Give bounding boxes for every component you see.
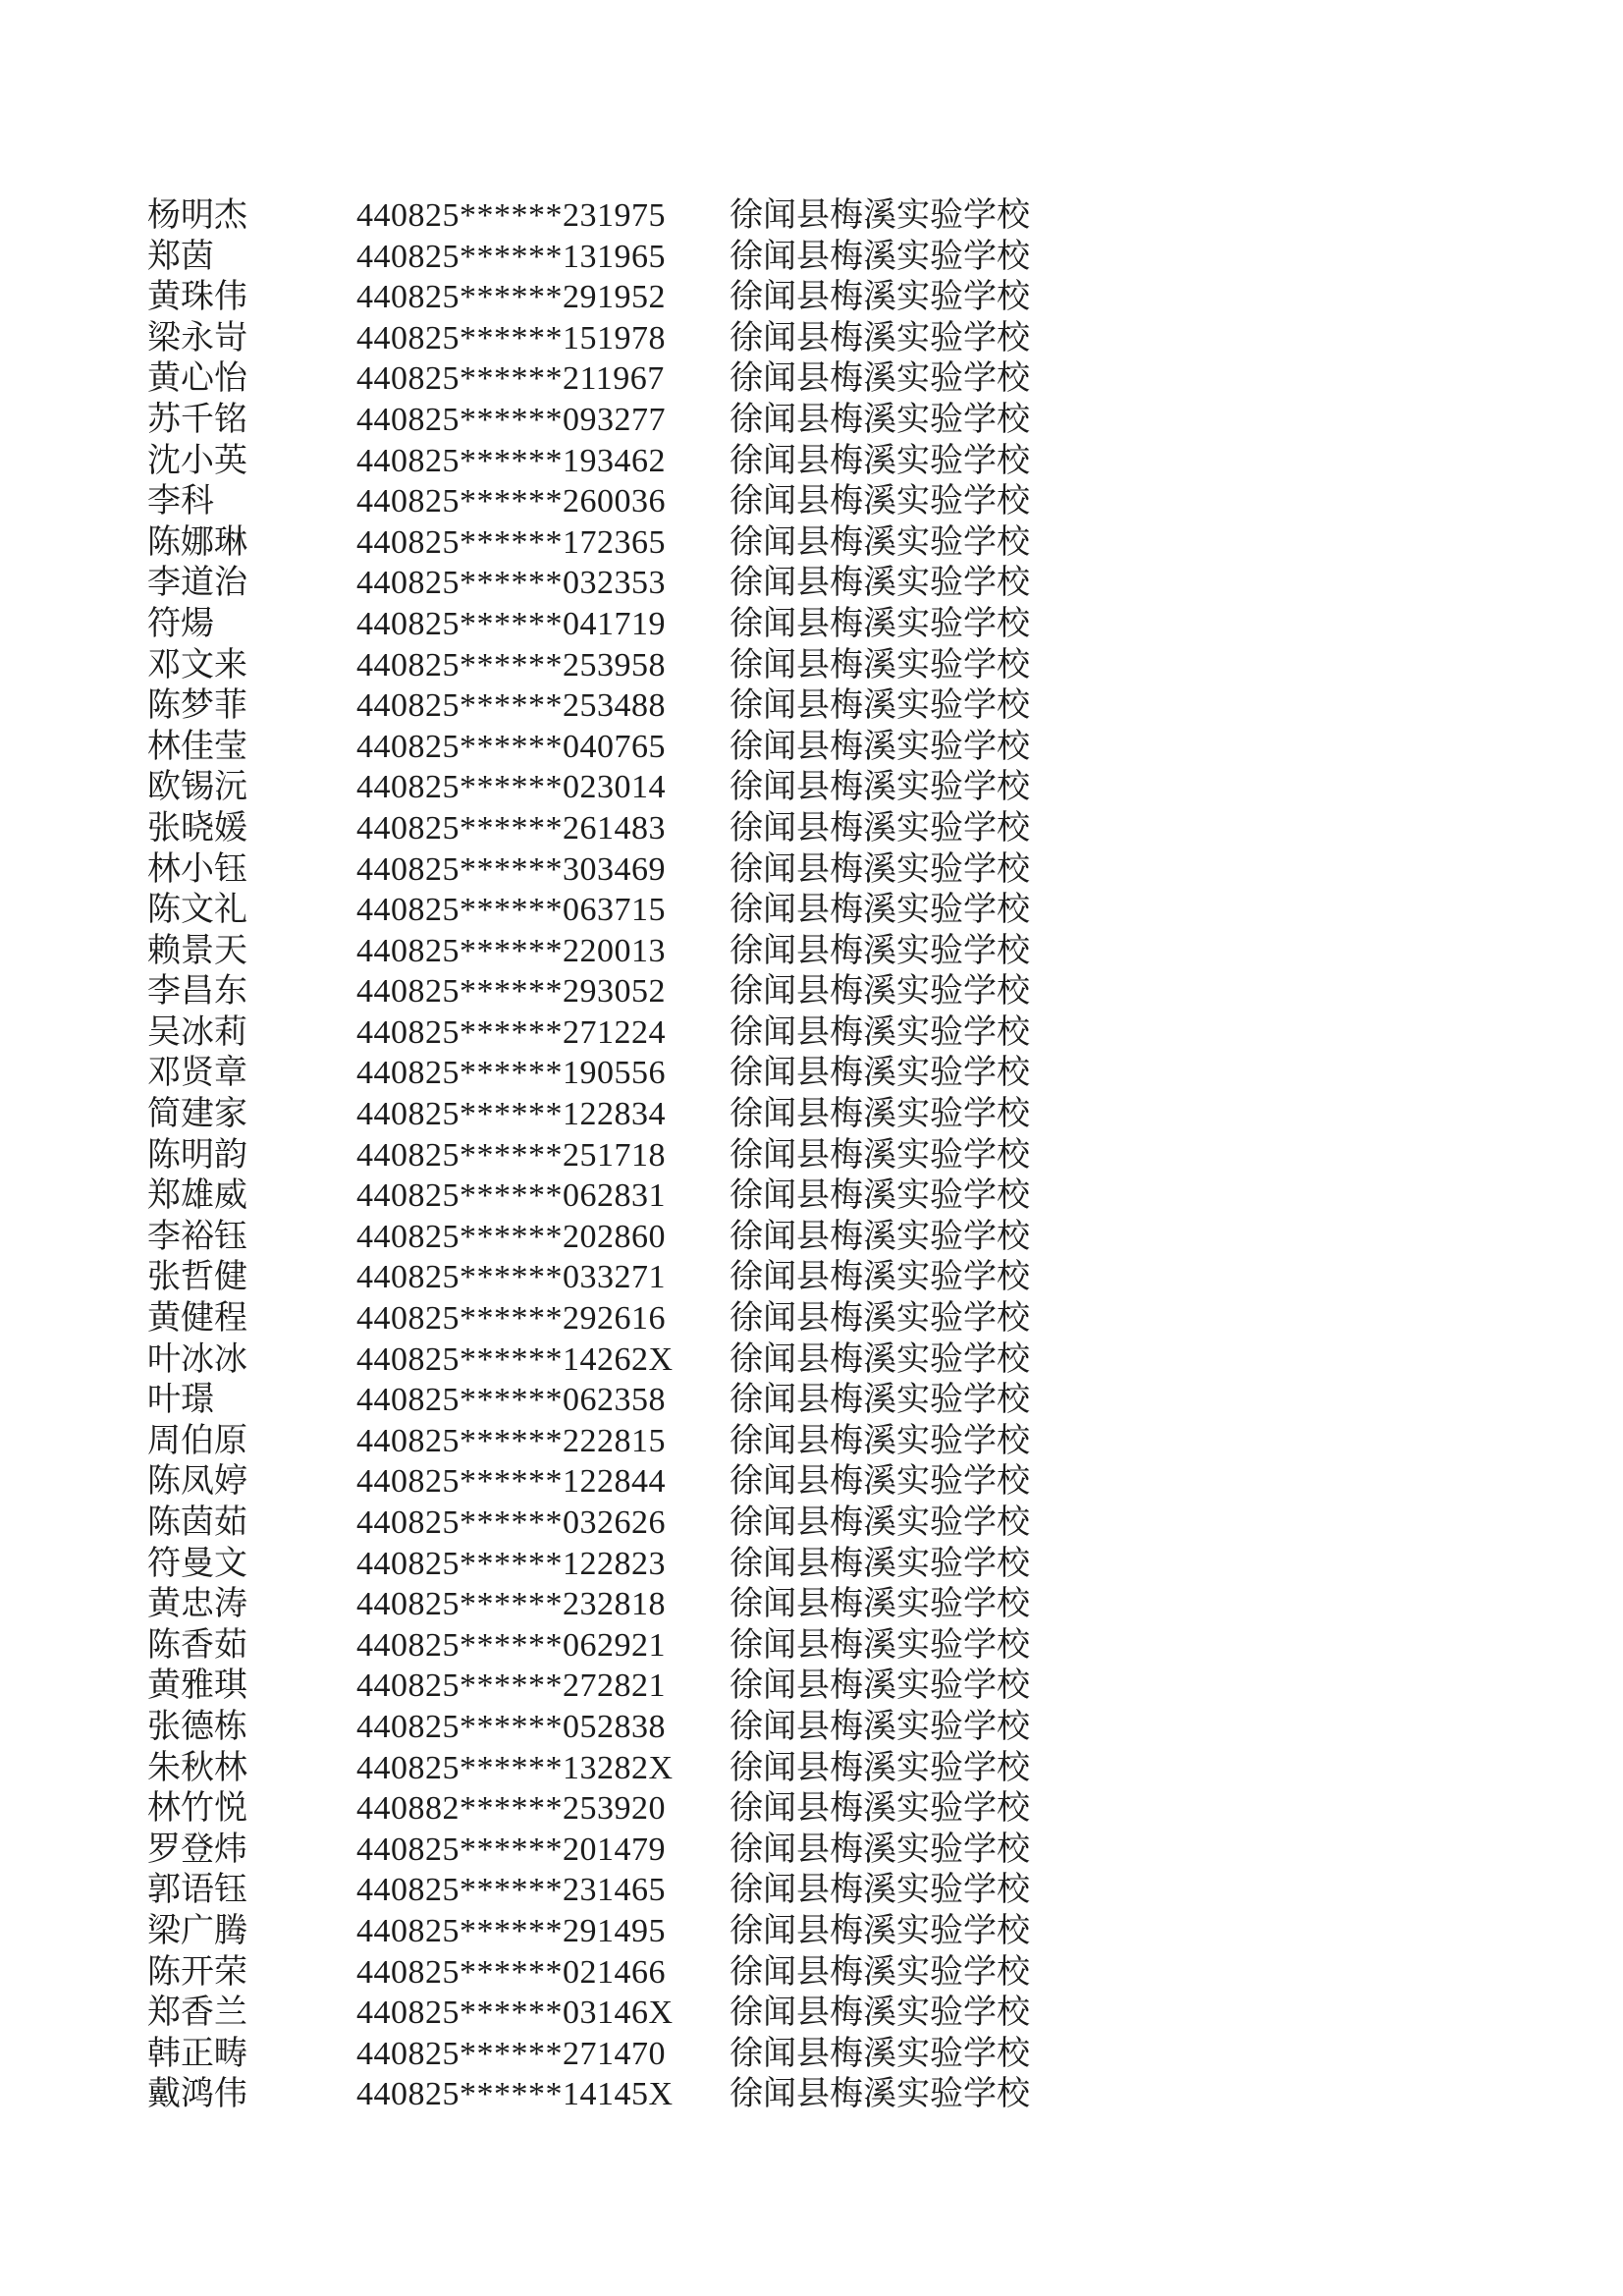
masked-id: 440825******251718 — [356, 1136, 666, 1174]
student-name: 符煬 — [147, 605, 214, 642]
masked-id: 440825******063715 — [356, 892, 666, 929]
masked-id: 440825******190556 — [356, 1055, 666, 1092]
student-name: 张哲健 — [147, 1259, 247, 1296]
student-name: 李道治 — [147, 565, 247, 602]
school-name: 徐闻县梅溪实验学校 — [730, 2035, 1030, 2072]
roster-row — [0, 318, 1623, 359]
school-name: 徐闻县梅溪实验学校 — [730, 1218, 1030, 1255]
school-name: 徐闻县梅溪实验学校 — [730, 1504, 1030, 1541]
masked-id: 440825******220013 — [356, 932, 666, 969]
roster-row — [0, 1584, 1623, 1625]
roster-row — [0, 1175, 1623, 1217]
student-name: 郑雄威 — [147, 1177, 247, 1215]
school-name: 徐闻县梅溪实验学校 — [730, 850, 1030, 888]
roster-row — [0, 767, 1623, 808]
school-name: 徐闻县梅溪实验学校 — [730, 1136, 1030, 1174]
roster-row — [0, 1993, 1623, 2034]
roster-row — [0, 358, 1623, 400]
masked-id: 440825******271224 — [356, 1013, 666, 1051]
roster-row — [0, 604, 1623, 645]
school-name: 徐闻县梅溪实验学校 — [730, 809, 1030, 847]
roster-row — [0, 1217, 1623, 1258]
school-name: 徐闻县梅溪实验学校 — [730, 646, 1030, 683]
student-name: 李裕钰 — [147, 1218, 247, 1255]
school-name: 徐闻县梅溪实验学校 — [730, 197, 1030, 234]
school-name: 徐闻县梅溪实验学校 — [730, 1259, 1030, 1296]
school-name: 徐闻县梅溪实验学校 — [730, 1790, 1030, 1828]
roster-row — [0, 481, 1623, 522]
roster-row — [0, 890, 1623, 931]
school-name: 徐闻县梅溪实验学校 — [730, 1177, 1030, 1215]
student-name: 沈小英 — [147, 442, 247, 479]
student-name: 郑香兰 — [147, 1995, 247, 2032]
student-name: 陈凤婷 — [147, 1463, 247, 1501]
roster-row — [0, 971, 1623, 1012]
roster-row — [0, 2034, 1623, 2075]
masked-id: 440825******293052 — [356, 973, 666, 1011]
student-name: 简建家 — [147, 1096, 247, 1133]
student-name: 郭语钰 — [147, 1872, 247, 1909]
school-name: 徐闻县梅溪实验学校 — [730, 1545, 1030, 1582]
student-name: 陈娜琳 — [147, 523, 247, 561]
roster-row — [0, 1257, 1623, 1298]
masked-id: 440825******292616 — [356, 1300, 666, 1338]
masked-id: 440825******062921 — [356, 1626, 666, 1664]
roster-row — [0, 931, 1623, 972]
roster-row — [0, 1339, 1623, 1381]
masked-id: 440825******172365 — [356, 523, 666, 561]
roster-row — [0, 808, 1623, 849]
school-name: 徐闻县梅溪实验学校 — [730, 1667, 1030, 1705]
masked-id: 440825******231975 — [356, 197, 666, 234]
roster-table — [0, 195, 1623, 2115]
student-name: 李科 — [147, 483, 214, 520]
school-name: 徐闻县梅溪实验学校 — [730, 1422, 1030, 1459]
student-name: 朱秋林 — [147, 1749, 247, 1786]
student-name: 黄心怡 — [147, 360, 247, 398]
school-name: 徐闻县梅溪实验学校 — [730, 360, 1030, 398]
masked-id: 440825******14262X — [356, 1340, 674, 1378]
school-name: 徐闻县梅溪实验学校 — [730, 687, 1030, 725]
roster-row — [0, 1380, 1623, 1421]
student-name: 陈明韵 — [147, 1136, 247, 1174]
roster-row — [0, 1421, 1623, 1462]
masked-id: 440825******052838 — [356, 1708, 666, 1745]
masked-id: 440825******260036 — [356, 483, 666, 520]
masked-id: 440825******253958 — [356, 646, 666, 683]
student-name: 黄健程 — [147, 1300, 247, 1338]
student-name: 陈开荣 — [147, 1953, 247, 1991]
school-name: 徐闻县梅溪实验学校 — [730, 1300, 1030, 1338]
student-name: 梁永岢 — [147, 319, 247, 356]
masked-id: 440825******032353 — [356, 565, 666, 602]
school-name: 徐闻县梅溪实验学校 — [730, 892, 1030, 929]
student-name: 黄忠涛 — [147, 1586, 247, 1623]
student-name: 叶璟 — [147, 1382, 214, 1419]
school-name: 徐闻县梅溪实验学校 — [730, 401, 1030, 438]
roster-row — [0, 1911, 1623, 1952]
masked-id: 440825******131965 — [356, 238, 666, 275]
masked-id: 440825******023014 — [356, 769, 666, 806]
student-name: 陈文礼 — [147, 892, 247, 929]
school-name: 徐闻县梅溪实验学校 — [730, 483, 1030, 520]
student-name: 吴冰莉 — [147, 1013, 247, 1051]
school-name: 徐闻县梅溪实验学校 — [730, 932, 1030, 969]
school-name: 徐闻县梅溪实验学校 — [730, 1872, 1030, 1909]
school-name: 徐闻县梅溪实验学校 — [730, 973, 1030, 1011]
roster-row — [0, 1053, 1623, 1094]
roster-row — [0, 441, 1623, 482]
masked-id: 440825******13282X — [356, 1749, 674, 1786]
student-name: 陈梦菲 — [147, 687, 247, 725]
school-name: 徐闻县梅溪实验学校 — [730, 238, 1030, 275]
student-name: 张德栋 — [147, 1708, 247, 1745]
roster-row — [0, 1952, 1623, 1994]
masked-id: 440825******291495 — [356, 1912, 666, 1949]
masked-id: 440825******062831 — [356, 1177, 666, 1215]
roster-row — [0, 195, 1623, 237]
roster-row — [0, 685, 1623, 727]
roster-row — [0, 1135, 1623, 1176]
school-name: 徐闻县梅溪实验学校 — [730, 1586, 1030, 1623]
school-name: 徐闻县梅溪实验学校 — [730, 1749, 1030, 1786]
school-name: 徐闻县梅溪实验学校 — [730, 1626, 1030, 1664]
student-name: 罗登炜 — [147, 1831, 247, 1868]
roster-row — [0, 1666, 1623, 1707]
roster-row — [0, 563, 1623, 604]
roster-row — [0, 1830, 1623, 1871]
roster-row — [0, 1748, 1623, 1789]
school-name: 徐闻县梅溪实验学校 — [730, 2076, 1030, 2113]
masked-id: 440825******232818 — [356, 1586, 666, 1623]
masked-id: 440825******261483 — [356, 809, 666, 847]
student-name: 林佳莹 — [147, 728, 247, 765]
masked-id: 440825******122844 — [356, 1463, 666, 1501]
student-name: 欧锡沅 — [147, 769, 247, 806]
masked-id: 440825******231465 — [356, 1872, 666, 1909]
school-name: 徐闻县梅溪实验学校 — [730, 1995, 1030, 2032]
masked-id: 440825******03146X — [356, 1995, 674, 2032]
student-name: 叶冰冰 — [147, 1340, 247, 1378]
roster-row — [0, 277, 1623, 318]
roster-row — [0, 1094, 1623, 1135]
school-name: 徐闻县梅溪实验学校 — [730, 769, 1030, 806]
masked-id: 440825******122834 — [356, 1096, 666, 1133]
masked-id: 440825******151978 — [356, 319, 666, 356]
roster-row — [0, 1012, 1623, 1054]
roster-row — [0, 1461, 1623, 1503]
masked-id: 440825******222815 — [356, 1422, 666, 1459]
student-name: 赖景天 — [147, 932, 247, 969]
masked-id: 440825******271470 — [356, 2035, 666, 2072]
roster-row — [0, 645, 1623, 686]
masked-id: 440825******253488 — [356, 687, 666, 725]
school-name: 徐闻县梅溪实验学校 — [730, 1013, 1030, 1051]
student-name: 林小钰 — [147, 850, 247, 888]
school-name: 徐闻县梅溪实验学校 — [730, 1831, 1030, 1868]
student-name: 张晓媛 — [147, 809, 247, 847]
school-name: 徐闻县梅溪实验学校 — [730, 1096, 1030, 1133]
masked-id: 440825******032626 — [356, 1504, 666, 1541]
student-name: 黄珠伟 — [147, 279, 247, 316]
masked-id: 440825******14145X — [356, 2076, 674, 2113]
roster-row — [0, 1625, 1623, 1667]
roster-row — [0, 1503, 1623, 1544]
school-name: 徐闻县梅溪实验学校 — [730, 728, 1030, 765]
roster-row — [0, 727, 1623, 768]
school-name: 徐闻县梅溪实验学校 — [730, 565, 1030, 602]
school-name: 徐闻县梅溪实验学校 — [730, 1463, 1030, 1501]
student-name: 邓文来 — [147, 646, 247, 683]
student-name: 邓贤章 — [147, 1055, 247, 1092]
school-name: 徐闻县梅溪实验学校 — [730, 279, 1030, 316]
student-name: 韩正畴 — [147, 2035, 247, 2072]
roster-row — [0, 237, 1623, 278]
student-name: 李昌东 — [147, 973, 247, 1011]
school-name: 徐闻县梅溪实验学校 — [730, 319, 1030, 356]
school-name: 徐闻县梅溪实验学校 — [730, 1340, 1030, 1378]
roster-row — [0, 849, 1623, 891]
student-name: 黄雅琪 — [147, 1667, 247, 1705]
masked-id: 440825******093277 — [356, 401, 666, 438]
roster-row — [0, 2074, 1623, 2115]
roster-row — [0, 1707, 1623, 1748]
masked-id: 440825******272821 — [356, 1667, 666, 1705]
masked-id: 440825******291952 — [356, 279, 666, 316]
school-name: 徐闻县梅溪实验学校 — [730, 1382, 1030, 1419]
student-name: 符曼文 — [147, 1545, 247, 1582]
masked-id: 440825******040765 — [356, 728, 666, 765]
masked-id: 440825******303469 — [356, 850, 666, 888]
roster-row — [0, 1788, 1623, 1830]
student-name: 周伯原 — [147, 1422, 247, 1459]
masked-id: 440825******041719 — [356, 605, 666, 642]
masked-id: 440825******122823 — [356, 1545, 666, 1582]
roster-row — [0, 400, 1623, 441]
school-name: 徐闻县梅溪实验学校 — [730, 1953, 1030, 1991]
school-name: 徐闻县梅溪实验学校 — [730, 1055, 1030, 1092]
masked-id: 440882******253920 — [356, 1790, 666, 1828]
school-name: 徐闻县梅溪实验学校 — [730, 523, 1030, 561]
masked-id: 440825******033271 — [356, 1259, 666, 1296]
school-name: 徐闻县梅溪实验学校 — [730, 1912, 1030, 1949]
student-name: 杨明杰 — [147, 197, 247, 234]
masked-id: 440825******193462 — [356, 442, 666, 479]
school-name: 徐闻县梅溪实验学校 — [730, 605, 1030, 642]
roster-row — [0, 1544, 1623, 1585]
student-name: 陈香茹 — [147, 1626, 247, 1664]
student-name: 梁广腾 — [147, 1912, 247, 1949]
student-name: 苏千铭 — [147, 401, 247, 438]
masked-id: 440825******211967 — [356, 360, 665, 398]
masked-id: 440825******021466 — [356, 1953, 666, 1991]
masked-id: 440825******202860 — [356, 1218, 666, 1255]
school-name: 徐闻县梅溪实验学校 — [730, 442, 1030, 479]
roster-row — [0, 522, 1623, 564]
masked-id: 440825******062358 — [356, 1382, 666, 1419]
masked-id: 440825******201479 — [356, 1831, 666, 1868]
student-name: 林竹悦 — [147, 1790, 247, 1828]
student-name: 戴鸿伟 — [147, 2076, 247, 2113]
school-name: 徐闻县梅溪实验学校 — [730, 1708, 1030, 1745]
roster-row — [0, 1870, 1623, 1911]
roster-row — [0, 1298, 1623, 1339]
student-name: 郑茵 — [147, 238, 214, 275]
student-name: 陈茵茹 — [147, 1504, 247, 1541]
